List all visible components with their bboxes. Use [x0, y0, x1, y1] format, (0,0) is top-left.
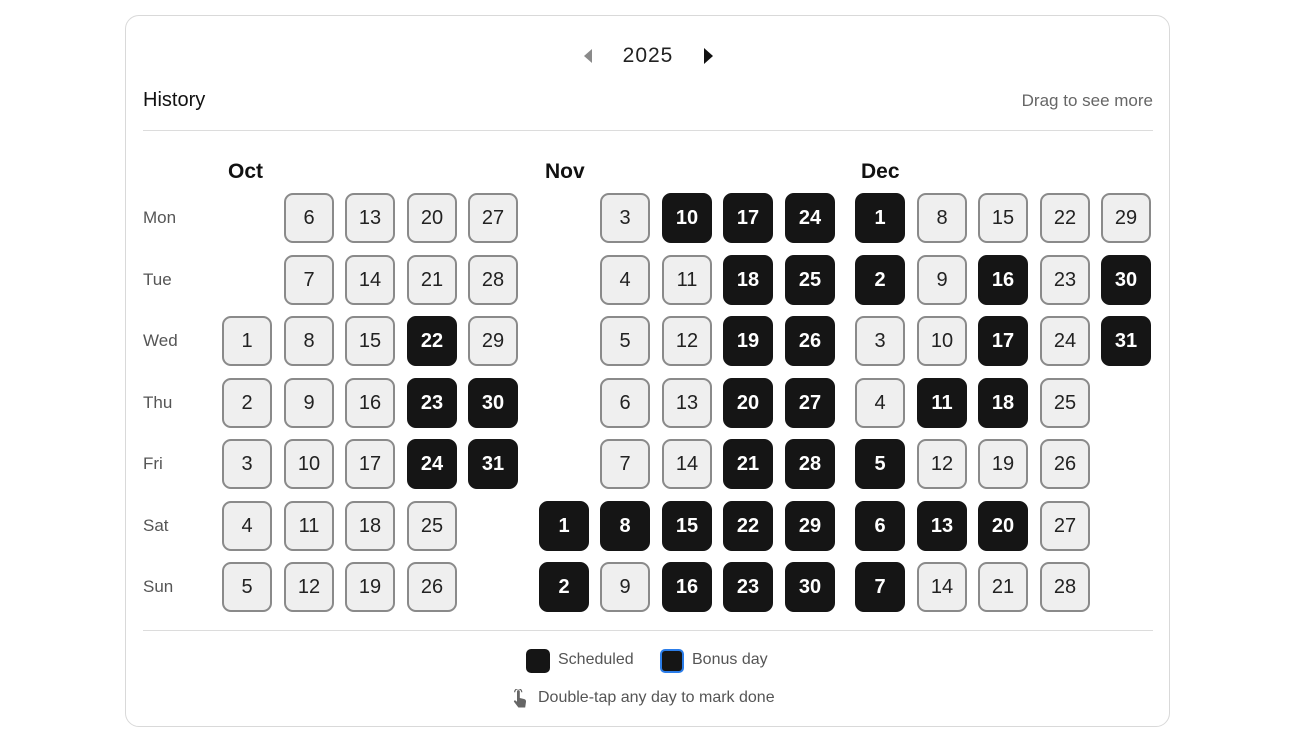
year-label: 2025 [622, 44, 674, 67]
day-cell-nov-2[interactable]: 2 [539, 562, 589, 612]
day-cell-oct-21[interactable]: 21 [407, 255, 457, 305]
day-cell-dec-16[interactable]: 16 [978, 255, 1028, 305]
month-label-dec: Dec [861, 160, 900, 183]
day-cell-nov-10[interactable]: 10 [662, 193, 712, 243]
weekday-label-fri: Fri [143, 454, 163, 473]
day-cell-oct-20[interactable]: 20 [407, 193, 457, 243]
day-cell-oct-26[interactable]: 26 [407, 562, 457, 612]
weekday-label-sat: Sat [143, 516, 169, 535]
bottom-divider [143, 630, 1153, 631]
day-cell-dec-21[interactable]: 21 [978, 562, 1028, 612]
day-cell-nov-11[interactable]: 11 [662, 255, 712, 305]
day-cell-dec-27[interactable]: 27 [1040, 501, 1090, 551]
day-cell-nov-9[interactable]: 9 [600, 562, 650, 612]
day-cell-oct-22[interactable]: 22 [407, 316, 457, 366]
day-cell-nov-15[interactable]: 15 [662, 501, 712, 551]
day-cell-nov-4[interactable]: 4 [600, 255, 650, 305]
top-divider [143, 130, 1153, 131]
day-cell-oct-2[interactable]: 2 [222, 378, 272, 428]
day-cell-nov-17[interactable]: 17 [723, 193, 773, 243]
day-cell-oct-16[interactable]: 16 [345, 378, 395, 428]
tap-finger-icon [511, 689, 529, 709]
day-cell-nov-6[interactable]: 6 [600, 378, 650, 428]
day-cell-dec-20[interactable]: 20 [978, 501, 1028, 551]
day-cell-oct-18[interactable]: 18 [345, 501, 395, 551]
day-cell-oct-3[interactable]: 3 [222, 439, 272, 489]
legend-scheduled-label: Scheduled [558, 651, 634, 668]
day-cell-dec-12[interactable]: 12 [917, 439, 967, 489]
day-cell-dec-13[interactable]: 13 [917, 501, 967, 551]
day-cell-oct-14[interactable]: 14 [345, 255, 395, 305]
day-cell-nov-18[interactable]: 18 [723, 255, 773, 305]
day-cell-oct-6[interactable]: 6 [284, 193, 334, 243]
legend-bonus-label: Bonus day [692, 651, 768, 668]
day-cell-oct-11[interactable]: 11 [284, 501, 334, 551]
day-cell-oct-7[interactable]: 7 [284, 255, 334, 305]
next-year-button[interactable] [696, 44, 720, 68]
day-cell-oct-1[interactable]: 1 [222, 316, 272, 366]
day-cell-nov-3[interactable]: 3 [600, 193, 650, 243]
day-cell-dec-2[interactable]: 2 [855, 255, 905, 305]
day-cell-nov-8[interactable]: 8 [600, 501, 650, 551]
day-cell-dec-31[interactable]: 31 [1101, 316, 1151, 366]
day-cell-dec-5[interactable]: 5 [855, 439, 905, 489]
weekday-label-wed: Wed [143, 331, 178, 350]
day-cell-nov-5[interactable]: 5 [600, 316, 650, 366]
triangle-right-icon [702, 47, 714, 65]
day-cell-nov-13[interactable]: 13 [662, 378, 712, 428]
day-cell-dec-14[interactable]: 14 [917, 562, 967, 612]
day-cell-dec-8[interactable]: 8 [917, 193, 967, 243]
section-title: History [143, 89, 206, 111]
day-cell-oct-8[interactable]: 8 [284, 316, 334, 366]
day-cell-nov-12[interactable]: 12 [662, 316, 712, 366]
day-cell-dec-30[interactable]: 30 [1101, 255, 1151, 305]
day-cell-nov-7[interactable]: 7 [600, 439, 650, 489]
day-cell-dec-7[interactable]: 7 [855, 562, 905, 612]
day-cell-dec-3[interactable]: 3 [855, 316, 905, 366]
history-card [125, 15, 1170, 727]
day-cell-nov-26[interactable]: 26 [785, 316, 835, 366]
day-cell-dec-22[interactable]: 22 [1040, 193, 1090, 243]
day-cell-dec-25[interactable]: 25 [1040, 378, 1090, 428]
day-cell-oct-30[interactable]: 30 [468, 378, 518, 428]
month-label-nov: Nov [545, 160, 585, 183]
day-cell-oct-19[interactable]: 19 [345, 562, 395, 612]
day-cell-dec-17[interactable]: 17 [978, 316, 1028, 366]
day-cell-nov-22[interactable]: 22 [723, 501, 773, 551]
double-tap-hint: Double-tap any day to mark done [538, 689, 775, 706]
day-cell-dec-6[interactable]: 6 [855, 501, 905, 551]
day-cell-dec-24[interactable]: 24 [1040, 316, 1090, 366]
bonus-day-swatch [660, 649, 684, 673]
weekday-label-tue: Tue [143, 270, 172, 289]
day-cell-oct-15[interactable]: 15 [345, 316, 395, 366]
day-cell-oct-9[interactable]: 9 [284, 378, 334, 428]
day-cell-oct-5[interactable]: 5 [222, 562, 272, 612]
day-cell-dec-18[interactable]: 18 [978, 378, 1028, 428]
triangle-left-icon [583, 48, 593, 64]
day-cell-oct-28[interactable]: 28 [468, 255, 518, 305]
day-cell-oct-25[interactable]: 25 [407, 501, 457, 551]
scheduled-swatch [526, 649, 550, 673]
day-cell-nov-24[interactable]: 24 [785, 193, 835, 243]
weekday-label-thu: Thu [143, 393, 173, 412]
day-cell-dec-4[interactable]: 4 [855, 378, 905, 428]
day-cell-nov-21[interactable]: 21 [723, 439, 773, 489]
day-cell-dec-23[interactable]: 23 [1040, 255, 1090, 305]
day-cell-nov-16[interactable]: 16 [662, 562, 712, 612]
day-cell-oct-24[interactable]: 24 [407, 439, 457, 489]
day-cell-nov-1[interactable]: 1 [539, 501, 589, 551]
day-cell-nov-28[interactable]: 28 [785, 439, 835, 489]
day-cell-nov-25[interactable]: 25 [785, 255, 835, 305]
day-cell-dec-19[interactable]: 19 [978, 439, 1028, 489]
day-cell-dec-26[interactable]: 26 [1040, 439, 1090, 489]
day-cell-oct-17[interactable]: 17 [345, 439, 395, 489]
day-cell-oct-10[interactable]: 10 [284, 439, 334, 489]
day-cell-nov-14[interactable]: 14 [662, 439, 712, 489]
day-cell-nov-20[interactable]: 20 [723, 378, 773, 428]
drag-hint: Drag to see more [1021, 91, 1153, 110]
weekday-label-sun: Sun [143, 577, 174, 596]
month-label-oct: Oct [228, 160, 264, 183]
day-cell-dec-9[interactable]: 9 [917, 255, 967, 305]
day-cell-nov-27[interactable]: 27 [785, 378, 835, 428]
day-cell-dec-1[interactable]: 1 [855, 193, 905, 243]
day-cell-oct-4[interactable]: 4 [222, 501, 272, 551]
day-cell-nov-30[interactable]: 30 [785, 562, 835, 612]
prev-year-button[interactable] [576, 44, 600, 68]
day-cell-oct-13[interactable]: 13 [345, 193, 395, 243]
weekday-label-mon: Mon [143, 208, 177, 227]
day-cell-dec-10[interactable]: 10 [917, 316, 967, 366]
day-cell-oct-12[interactable]: 12 [284, 562, 334, 612]
day-cell-dec-15[interactable]: 15 [978, 193, 1028, 243]
day-cell-dec-28[interactable]: 28 [1040, 562, 1090, 612]
day-cell-nov-19[interactable]: 19 [723, 316, 773, 366]
day-cell-nov-23[interactable]: 23 [723, 562, 773, 612]
day-cell-dec-29[interactable]: 29 [1101, 193, 1151, 243]
day-cell-oct-23[interactable]: 23 [407, 378, 457, 428]
day-cell-oct-31[interactable]: 31 [468, 439, 518, 489]
day-cell-nov-29[interactable]: 29 [785, 501, 835, 551]
day-cell-dec-11[interactable]: 11 [917, 378, 967, 428]
day-cell-oct-27[interactable]: 27 [468, 193, 518, 243]
day-cell-oct-29[interactable]: 29 [468, 316, 518, 366]
